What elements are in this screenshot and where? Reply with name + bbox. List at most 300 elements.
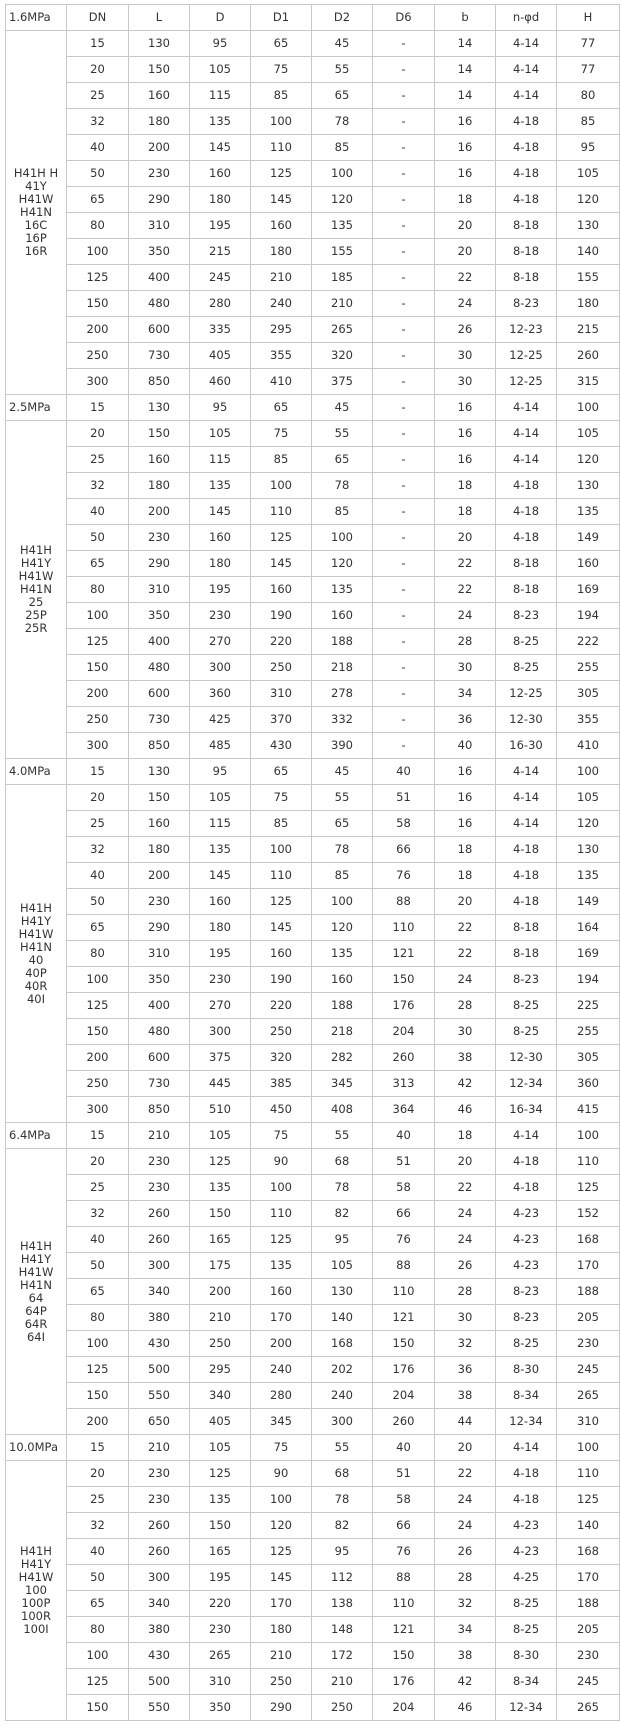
- cell-d6: 150: [373, 1643, 435, 1669]
- cell-h: 130: [557, 473, 620, 499]
- cell-dn: 200: [67, 1409, 129, 1435]
- cell-dn: 80: [67, 1617, 129, 1643]
- cell-d6: 150: [373, 1331, 435, 1357]
- cell-b: 16: [435, 811, 496, 837]
- cell-b: 18: [435, 863, 496, 889]
- cell-b: 24: [435, 603, 496, 629]
- cell-h: 170: [557, 1565, 620, 1591]
- cell-l: 550: [129, 1695, 190, 1721]
- cell-l: 260: [129, 1539, 190, 1565]
- cell-dn: 100: [67, 1331, 129, 1357]
- cell-d2: 135: [312, 213, 373, 239]
- cell-n-phi-d: 8-34: [496, 1669, 557, 1695]
- cell-n-phi-d: 4-18: [496, 109, 557, 135]
- table-row: [6, 83, 620, 109]
- cell-dn: 25: [67, 1175, 129, 1201]
- cell-d: 145: [190, 135, 251, 161]
- cell-h: 360: [557, 1071, 620, 1097]
- cell-b: 24: [435, 1227, 496, 1253]
- cell-d6: 204: [373, 1383, 435, 1409]
- model-name: H41H: [20, 543, 52, 557]
- cell-d2: 95: [312, 1539, 373, 1565]
- cell-h: 170: [557, 1253, 620, 1279]
- cell-b: 24: [435, 1201, 496, 1227]
- cell-d6: -: [373, 681, 435, 707]
- cell-d6: 121: [373, 1617, 435, 1643]
- table-row: [6, 1279, 620, 1305]
- cell-d: 115: [190, 83, 251, 109]
- table-row: [6, 239, 620, 265]
- cell-l: 180: [129, 837, 190, 863]
- cell-d1: 250: [251, 655, 312, 681]
- cell-d6: 51: [373, 1149, 435, 1175]
- table-row: [6, 915, 620, 941]
- cell-l: 300: [129, 1565, 190, 1591]
- cell-d2: 65: [312, 83, 373, 109]
- cell-dn: 200: [67, 1045, 129, 1071]
- cell-b: 26: [435, 1253, 496, 1279]
- cell-d2: 78: [312, 1175, 373, 1201]
- cell-n-phi-d: 8-18: [496, 577, 557, 603]
- model-name: 16P: [25, 231, 47, 245]
- cell-n-phi-d: 4-18: [496, 889, 557, 915]
- cell-l: 400: [129, 629, 190, 655]
- cell-d2: 185: [312, 265, 373, 291]
- table-row: [6, 941, 620, 967]
- cell-l: 200: [129, 863, 190, 889]
- table-row: [6, 213, 620, 239]
- cell-h: 80: [557, 83, 620, 109]
- cell-dn: 300: [67, 369, 129, 395]
- model-name: 64I: [26, 1329, 46, 1344]
- table-row: [6, 655, 620, 681]
- cell-l: 210: [129, 1435, 190, 1461]
- cell-d: 195: [190, 1565, 251, 1591]
- cell-d2: 100: [312, 889, 373, 915]
- cell-h: 230: [557, 1331, 620, 1357]
- cell-dn: 15: [67, 395, 129, 421]
- cell-b: 36: [435, 707, 496, 733]
- cell-b: 16: [435, 759, 496, 785]
- cell-d2: 45: [312, 31, 373, 57]
- model-name: H41W: [18, 1264, 54, 1279]
- cell-dn: 65: [67, 187, 129, 213]
- pressure-label: 10.0MPa: [6, 1435, 67, 1461]
- cell-d6: -: [373, 395, 435, 421]
- cell-n-phi-d: 12-30: [496, 1045, 557, 1071]
- model-name: H41H: [20, 1238, 52, 1253]
- cell-b: 14: [435, 31, 496, 57]
- cell-n-phi-d: 8-34: [496, 1383, 557, 1409]
- cell-d2: 85: [312, 499, 373, 525]
- cell-d2: 78: [312, 1487, 373, 1513]
- cell-n-phi-d: 4-14: [496, 83, 557, 109]
- cell-n-phi-d: 16-30: [496, 733, 557, 759]
- cell-l: 730: [129, 343, 190, 369]
- cell-d6: 66: [373, 1201, 435, 1227]
- header-d: D: [190, 5, 251, 31]
- cell-d6: -: [373, 421, 435, 447]
- cell-n-phi-d: 8-23: [496, 291, 557, 317]
- cell-d1: 110: [251, 135, 312, 161]
- table-row: [6, 785, 620, 811]
- table-row: [6, 1357, 620, 1383]
- model-name: 64: [28, 1290, 44, 1305]
- cell-d: 150: [190, 1201, 251, 1227]
- cell-h: 168: [557, 1539, 620, 1565]
- cell-dn: 80: [67, 941, 129, 967]
- cell-l: 600: [129, 681, 190, 707]
- model-name: H41W: [18, 1570, 54, 1584]
- cell-l: 480: [129, 1019, 190, 1045]
- cell-h: 125: [557, 1487, 620, 1513]
- cell-d6: -: [373, 239, 435, 265]
- cell-b: 14: [435, 57, 496, 83]
- table-row: [6, 187, 620, 213]
- table-row: [6, 1071, 620, 1097]
- cell-d1: 90: [251, 1461, 312, 1487]
- model-name: 100R: [21, 1609, 51, 1623]
- cell-h: 100: [557, 1123, 620, 1149]
- cell-l: 180: [129, 473, 190, 499]
- table-row: [6, 1175, 620, 1201]
- cell-b: 20: [435, 889, 496, 915]
- cell-n-phi-d: 4-14: [496, 447, 557, 473]
- cell-n-phi-d: 4-18: [496, 1461, 557, 1487]
- cell-dn: 80: [67, 213, 129, 239]
- cell-d2: 78: [312, 473, 373, 499]
- cell-d: 95: [190, 31, 251, 57]
- cell-d6: 121: [373, 941, 435, 967]
- cell-d6: 176: [373, 1669, 435, 1695]
- table-row: [6, 551, 620, 577]
- cell-d1: 100: [251, 109, 312, 135]
- cell-h: 77: [557, 31, 620, 57]
- cell-n-phi-d: 8-30: [496, 1357, 557, 1383]
- cell-l: 350: [129, 239, 190, 265]
- model-name: 40R: [24, 978, 48, 993]
- cell-d2: 55: [312, 785, 373, 811]
- cell-d: 135: [190, 1487, 251, 1513]
- model-name: H41N: [20, 582, 52, 596]
- table-row: [6, 1487, 620, 1513]
- cell-h: 149: [557, 889, 620, 915]
- cell-d6: -: [373, 161, 435, 187]
- cell-d2: 130: [312, 1279, 373, 1305]
- cell-n-phi-d: 8-18: [496, 239, 557, 265]
- cell-n-phi-d: 4-23: [496, 1201, 557, 1227]
- cell-d: 160: [190, 525, 251, 551]
- cell-h: 410: [557, 733, 620, 759]
- model-name: 64R: [24, 1316, 48, 1331]
- cell-dn: 125: [67, 265, 129, 291]
- cell-dn: 200: [67, 681, 129, 707]
- cell-d1: 65: [251, 759, 312, 785]
- cell-dn: 100: [67, 603, 129, 629]
- cell-b: 14: [435, 83, 496, 109]
- cell-d2: 55: [312, 421, 373, 447]
- cell-d: 405: [190, 343, 251, 369]
- cell-d: 230: [190, 967, 251, 993]
- cell-d1: 100: [251, 1487, 312, 1513]
- cell-d1: 200: [251, 1331, 312, 1357]
- cell-b: 22: [435, 941, 496, 967]
- table-row: [6, 1305, 620, 1331]
- cell-h: 255: [557, 655, 620, 681]
- cell-d2: 188: [312, 629, 373, 655]
- cell-l: 260: [129, 1513, 190, 1539]
- cell-n-phi-d: 4-25: [496, 1565, 557, 1591]
- cell-d6: 150: [373, 967, 435, 993]
- cell-l: 150: [129, 57, 190, 83]
- cell-d6: -: [373, 109, 435, 135]
- cell-h: 164: [557, 915, 620, 941]
- cell-d1: 385: [251, 1071, 312, 1097]
- cell-d2: 218: [312, 1019, 373, 1045]
- cell-l: 480: [129, 291, 190, 317]
- cell-d1: 110: [251, 499, 312, 525]
- cell-dn: 125: [67, 629, 129, 655]
- cell-d: 125: [190, 1461, 251, 1487]
- cell-d2: 95: [312, 1227, 373, 1253]
- cell-d6: -: [373, 629, 435, 655]
- cell-b: 32: [435, 1331, 496, 1357]
- cell-d1: 85: [251, 811, 312, 837]
- cell-d1: 75: [251, 1435, 312, 1461]
- cell-h: 180: [557, 291, 620, 317]
- cell-dn: 65: [67, 1279, 129, 1305]
- cell-b: 16: [435, 447, 496, 473]
- header-b: b: [435, 5, 496, 31]
- table-row: [6, 525, 620, 551]
- header-l: L: [129, 5, 190, 31]
- cell-dn: 20: [67, 57, 129, 83]
- cell-b: 24: [435, 1513, 496, 1539]
- cell-dn: 40: [67, 499, 129, 525]
- cell-d2: 100: [312, 525, 373, 551]
- cell-l: 500: [129, 1669, 190, 1695]
- cell-d6: -: [373, 551, 435, 577]
- cell-b: 28: [435, 629, 496, 655]
- table-row: [6, 499, 620, 525]
- cell-d1: 295: [251, 317, 312, 343]
- table-row: [6, 1539, 620, 1565]
- cell-d6: 260: [373, 1409, 435, 1435]
- cell-d2: 210: [312, 1669, 373, 1695]
- cell-d2: 82: [312, 1201, 373, 1227]
- table-row: [6, 629, 620, 655]
- cell-d1: 100: [251, 473, 312, 499]
- cell-b: 16: [435, 421, 496, 447]
- cell-b: 38: [435, 1045, 496, 1071]
- cell-n-phi-d: 8-18: [496, 265, 557, 291]
- cell-b: 22: [435, 1175, 496, 1201]
- cell-l: 650: [129, 1409, 190, 1435]
- cell-d: 250: [190, 1331, 251, 1357]
- cell-d: 115: [190, 811, 251, 837]
- cell-d2: 85: [312, 863, 373, 889]
- cell-n-phi-d: 4-18: [496, 837, 557, 863]
- valve-dimension-table: [5, 4, 620, 1721]
- cell-d1: 75: [251, 785, 312, 811]
- table-row: [6, 1461, 620, 1487]
- cell-l: 130: [129, 395, 190, 421]
- cell-l: 230: [129, 1175, 190, 1201]
- cell-d6: 76: [373, 1539, 435, 1565]
- cell-l: 400: [129, 265, 190, 291]
- cell-d2: 160: [312, 967, 373, 993]
- cell-d: 105: [190, 1123, 251, 1149]
- cell-d6: 260: [373, 1045, 435, 1071]
- cell-n-phi-d: 4-14: [496, 421, 557, 447]
- cell-b: 20: [435, 1435, 496, 1461]
- cell-b: 22: [435, 551, 496, 577]
- cell-d1: 110: [251, 1201, 312, 1227]
- table-row: [6, 1383, 620, 1409]
- cell-h: 130: [557, 837, 620, 863]
- table-row: [6, 265, 620, 291]
- cell-b: 22: [435, 1461, 496, 1487]
- cell-n-phi-d: 8-23: [496, 1305, 557, 1331]
- cell-b: 28: [435, 1279, 496, 1305]
- cell-l: 180: [129, 109, 190, 135]
- cell-d6: 51: [373, 1461, 435, 1487]
- cell-d2: 68: [312, 1461, 373, 1487]
- cell-d: 335: [190, 317, 251, 343]
- cell-d6: 364: [373, 1097, 435, 1123]
- cell-d2: 85: [312, 135, 373, 161]
- model-name: H41Y: [20, 556, 52, 570]
- cell-b: 16: [435, 395, 496, 421]
- cell-d2: 390: [312, 733, 373, 759]
- cell-d1: 190: [251, 967, 312, 993]
- cell-dn: 40: [67, 1539, 129, 1565]
- cell-dn: 32: [67, 109, 129, 135]
- model-name: 41Y: [25, 179, 47, 193]
- cell-d6: -: [373, 499, 435, 525]
- cell-l: 210: [129, 1123, 190, 1149]
- header-h: H: [557, 5, 620, 31]
- table-row: [6, 603, 620, 629]
- table-row: [6, 161, 620, 187]
- table-row: [6, 447, 620, 473]
- cell-l: 230: [129, 1149, 190, 1175]
- cell-d: 270: [190, 629, 251, 655]
- table-row: [6, 993, 620, 1019]
- cell-d1: 100: [251, 837, 312, 863]
- cell-d1: 90: [251, 1149, 312, 1175]
- cell-l: 230: [129, 161, 190, 187]
- cell-b: 30: [435, 1019, 496, 1045]
- cell-d: 195: [190, 941, 251, 967]
- cell-dn: 40: [67, 863, 129, 889]
- cell-d2: 345: [312, 1071, 373, 1097]
- cell-b: 20: [435, 525, 496, 551]
- cell-b: 30: [435, 343, 496, 369]
- cell-h: 215: [557, 317, 620, 343]
- cell-d1: 370: [251, 707, 312, 733]
- cell-d: 135: [190, 837, 251, 863]
- cell-d2: 65: [312, 811, 373, 837]
- cell-d: 200: [190, 1279, 251, 1305]
- cell-n-phi-d: 8-25: [496, 1591, 557, 1617]
- model-name: 100P: [21, 1596, 51, 1610]
- cell-d: 210: [190, 1305, 251, 1331]
- cell-n-phi-d: 8-25: [496, 1331, 557, 1357]
- cell-d2: 240: [312, 1383, 373, 1409]
- cell-n-phi-d: 4-18: [496, 473, 557, 499]
- cell-l: 300: [129, 1253, 190, 1279]
- cell-d2: 282: [312, 1045, 373, 1071]
- cell-d1: 125: [251, 1539, 312, 1565]
- cell-b: 42: [435, 1071, 496, 1097]
- cell-h: 120: [557, 811, 620, 837]
- cell-dn: 50: [67, 161, 129, 187]
- cell-d1: 75: [251, 1123, 312, 1149]
- cell-n-phi-d: 12-34: [496, 1695, 557, 1721]
- cell-l: 500: [129, 1357, 190, 1383]
- cell-d2: 250: [312, 1695, 373, 1721]
- table-body: [6, 5, 620, 1721]
- header-dn: DN: [67, 5, 129, 31]
- cell-d2: 300: [312, 1409, 373, 1435]
- cell-d6: -: [373, 265, 435, 291]
- cell-d1: 345: [251, 1409, 312, 1435]
- cell-dn: 50: [67, 1565, 129, 1591]
- cell-n-phi-d: 8-18: [496, 915, 557, 941]
- cell-d6: -: [373, 447, 435, 473]
- cell-dn: 20: [67, 1461, 129, 1487]
- cell-h: 105: [557, 161, 620, 187]
- cell-h: 168: [557, 1227, 620, 1253]
- cell-d6: -: [373, 31, 435, 57]
- cell-d2: 105: [312, 1253, 373, 1279]
- cell-h: 260: [557, 343, 620, 369]
- cell-d2: 120: [312, 187, 373, 213]
- cell-h: 245: [557, 1357, 620, 1383]
- cell-n-phi-d: 4-23: [496, 1227, 557, 1253]
- model-name: 64P: [25, 1303, 47, 1318]
- model-name: 16R: [24, 244, 48, 258]
- cell-l: 160: [129, 811, 190, 837]
- cell-h: 135: [557, 863, 620, 889]
- cell-dn: 100: [67, 967, 129, 993]
- cell-dn: 20: [67, 1149, 129, 1175]
- cell-l: 310: [129, 941, 190, 967]
- cell-dn: 20: [67, 785, 129, 811]
- cell-d2: 55: [312, 1435, 373, 1461]
- cell-n-phi-d: 16-34: [496, 1097, 557, 1123]
- cell-dn: 40: [67, 1227, 129, 1253]
- pressure-row: [6, 759, 620, 785]
- cell-d2: 332: [312, 707, 373, 733]
- cell-d: 340: [190, 1383, 251, 1409]
- cell-b: 22: [435, 265, 496, 291]
- cell-d1: 250: [251, 1669, 312, 1695]
- cell-dn: 80: [67, 1305, 129, 1331]
- cell-dn: 65: [67, 551, 129, 577]
- cell-d6: 88: [373, 1565, 435, 1591]
- cell-d: 375: [190, 1045, 251, 1071]
- cell-h: 110: [557, 1149, 620, 1175]
- cell-n-phi-d: 4-14: [496, 395, 557, 421]
- table-row: [6, 1643, 620, 1669]
- cell-l: 430: [129, 1331, 190, 1357]
- cell-d1: 240: [251, 1357, 312, 1383]
- cell-h: 305: [557, 1045, 620, 1071]
- cell-d2: 188: [312, 993, 373, 1019]
- cell-d: 245: [190, 265, 251, 291]
